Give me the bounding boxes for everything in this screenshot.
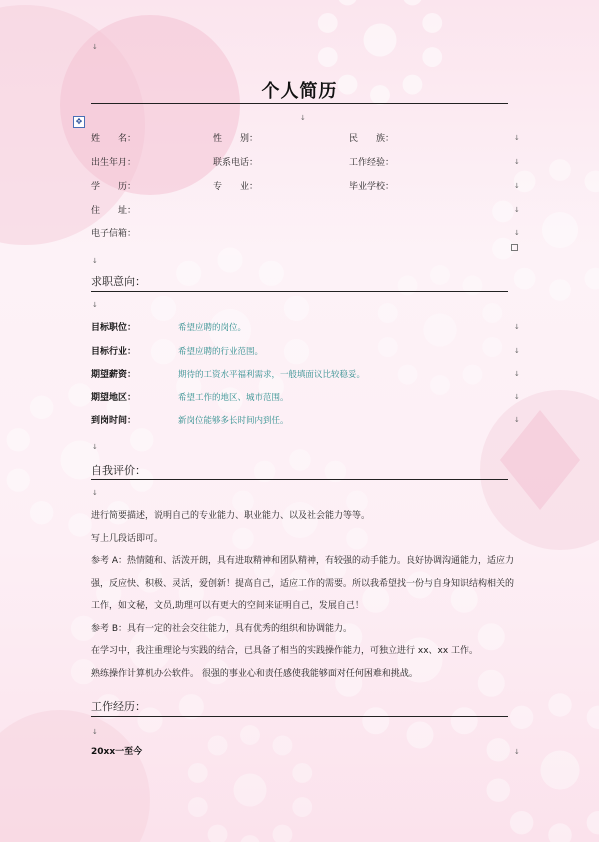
email-label: 电子信箱：: [91, 229, 137, 239]
cell-mark: ↓: [514, 206, 520, 214]
paragraph-mark: ↓: [92, 301, 98, 309]
cell-mark: ↓: [514, 158, 520, 166]
cell-mark: ↓: [514, 134, 520, 142]
school-label: 毕业学校：: [349, 182, 395, 192]
evaluation-line: 参考 A：热情随和、活泼开朗，具有进取精神和团队精神，有较强的动手能力。良好协调沟通能力，适应力强，反应快、积极、灵活，爱创新！提高自己，适应工作的需要。所以我希望找一份与自身知识结构相关的工作，如文秘，文员,助理可以有更大的空间来证明自己，发展自己！: [91, 556, 515, 611]
paragraph-mark: ↓: [92, 257, 98, 265]
work-experience-heading: 工作经历：: [91, 700, 146, 713]
evaluation-line: 写上几段话即可。: [91, 533, 164, 544]
phone-label: 联系电话：: [213, 158, 259, 168]
paragraph-mark: ↓: [92, 728, 98, 736]
cell-mark: ↓: [514, 370, 520, 378]
cell-mark: ↓: [514, 347, 520, 355]
table-resize-handle[interactable]: [511, 244, 518, 251]
intention-label: 期望薪资：: [91, 370, 137, 380]
paragraph-mark: ↓: [92, 489, 98, 497]
resume-title: 个人简历: [261, 81, 338, 102]
intention-label: 期望地区：: [91, 393, 137, 403]
title-rule: [91, 103, 508, 104]
experience-label: 工作经验：: [349, 158, 395, 168]
self-evaluation-body: [91, 505, 521, 685]
cell-mark: ↓: [514, 416, 520, 424]
self-evaluation-heading: 自我评价：: [91, 464, 146, 477]
name-label: 姓 名：: [91, 134, 137, 144]
intention-value: 希望工作的地区、城市范围。: [178, 393, 289, 403]
paragraph-mark: ↓: [92, 43, 98, 51]
cell-mark: ↓: [514, 182, 520, 190]
paragraph-mark: ↓: [300, 114, 306, 122]
work-period: 20xx一至今: [91, 747, 143, 757]
gender-label: 性 别：: [213, 134, 259, 144]
intention-value: 希望应聘的行业范围。: [178, 347, 264, 357]
self-evaluation-rule: [91, 479, 508, 480]
evaluation-line: 进行简要描述，说明自己的专业能力、职业能力、以及社会能力等等。: [91, 511, 371, 521]
address-label: 住 址：: [91, 206, 137, 216]
major-label: 专 业：: [213, 182, 259, 192]
intention-value: 希望应聘的岗位。: [178, 323, 247, 333]
intention-label: 目标职位：: [91, 323, 137, 333]
intention-label: 到岗时间：: [91, 416, 137, 426]
evaluation-line: 熟练操作计算机办公软件。 很强的事业心和责任感使我能够面对任何困难和挑战。: [91, 668, 418, 679]
cell-mark: ↓: [514, 748, 520, 756]
ethnicity-label: 民 族：: [349, 134, 395, 144]
intention-value: 新岗位能够多长时间内到任。: [178, 416, 289, 426]
evaluation-line: 参考 B：具有一定的社会交往能力，具有优秀的组织和协调能力。: [91, 623, 353, 634]
cell-mark: ↓: [514, 393, 520, 401]
job-intention-rule: [91, 291, 508, 292]
job-intention-heading: 求职意向：: [91, 275, 146, 288]
birth-label: 出生年月：: [91, 158, 137, 168]
intention-value: 期待的工资水平福利需求，一般填面议比较稳妥。: [178, 370, 366, 380]
table-move-handle-icon[interactable]: ✥: [73, 116, 85, 128]
cell-mark: ↓: [514, 323, 520, 331]
education-label: 学 历：: [91, 182, 137, 192]
cell-mark: ↓: [514, 229, 520, 237]
intention-label: 目标行业：: [91, 347, 137, 357]
evaluation-line: 在学习中，我注重理论与实践的结合，已具备了相当的实践操作能力，可独立进行 xx、xx 工作。: [91, 646, 479, 656]
work-experience-rule: [91, 716, 508, 717]
paragraph-mark: ↓: [92, 443, 98, 451]
